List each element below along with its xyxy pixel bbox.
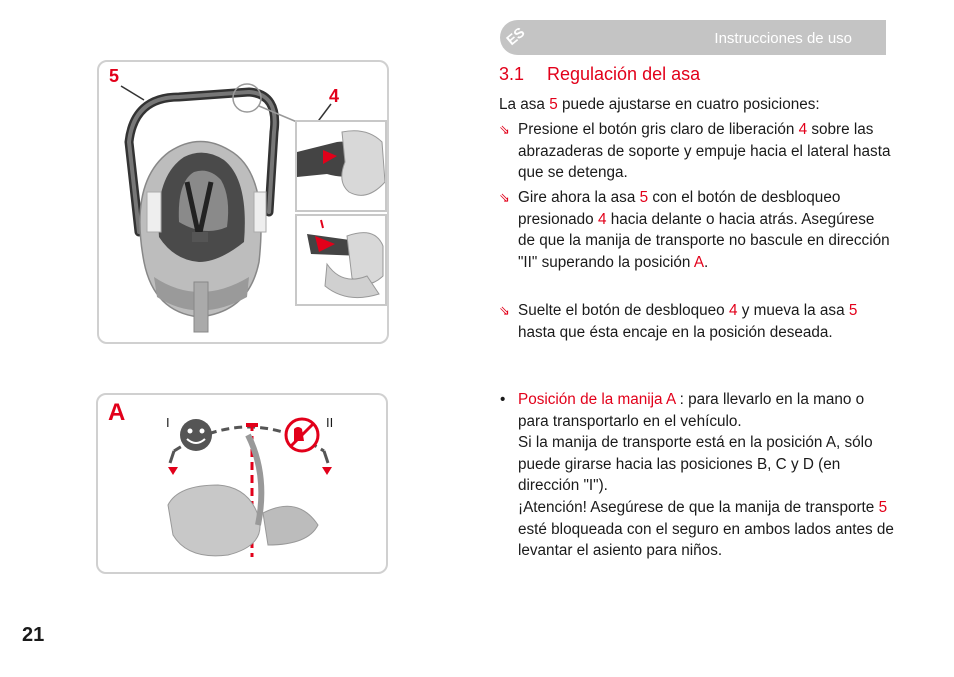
position-a-t3: Asegúrese de que la manija de transporte	[586, 498, 879, 516]
instruction-step-2	[499, 187, 894, 273]
step-3-t2: y mueva la asa	[737, 302, 849, 319]
label-direction-ii: II	[326, 415, 334, 430]
inset-rotate-handle	[295, 214, 387, 306]
step-3-text	[518, 300, 894, 343]
step-arrow-icon: ⇘	[499, 303, 510, 318]
label-button-4: 4	[329, 86, 340, 106]
step-2-n3: A	[693, 253, 705, 271]
step-2-text	[518, 187, 894, 273]
instruction-step-1	[499, 119, 894, 184]
instruction-step-3	[499, 300, 894, 343]
intro-post: puede ajustarse en cuatro posiciones:	[557, 96, 820, 113]
position-a-label: Posición de la manija A	[518, 391, 676, 408]
page-number: 21	[22, 624, 45, 646]
step-2-t1: Gire ahora la asa	[518, 189, 640, 206]
step-2-t2: con el botón de desbloqueo presionado	[518, 189, 841, 228]
step-3-n2: 5	[848, 302, 858, 319]
position-a-t4: esté bloqueada con el seguro en ambos lados antes de levantar el asiento para niños.	[518, 520, 894, 560]
intro-number: 5	[549, 96, 558, 113]
step-2-n2: 4	[597, 210, 607, 228]
step-3-t1: Suelte el botón de desbloqueo	[518, 302, 729, 319]
label-handle-5: 5	[109, 66, 120, 86]
figure-position-a	[96, 393, 388, 574]
position-a-n1: 5	[878, 498, 888, 516]
bullet-dot: •	[500, 391, 506, 408]
step-2-n1: 5	[639, 189, 649, 206]
header-title: Instrucciones de uso	[714, 30, 852, 47]
intro-text	[499, 94, 894, 116]
step-3-n1: 4	[728, 302, 738, 319]
position-a-t1: : para llevarlo en la mano o para transportarlo en el vehículo.	[518, 391, 865, 430]
position-a-text	[518, 389, 894, 562]
section-number: 3.1	[499, 64, 525, 84]
step-1-text	[518, 119, 894, 184]
inset-press-button	[295, 120, 387, 212]
position-a-illustration	[98, 395, 386, 572]
hand-press-illustration	[297, 122, 385, 210]
step-2-t3: hacia delante o hacia atrás. Asegúrese de que la manija de transporte no bascule en dirección "II" superando la posición	[518, 210, 890, 271]
hand-rotate-illustration	[297, 216, 385, 304]
label-direction-i: I	[166, 415, 170, 430]
language-code: ES	[503, 23, 528, 49]
page-header	[500, 20, 886, 55]
section-heading: Regulación del asa	[547, 64, 701, 84]
label-position-a: A	[108, 399, 126, 426]
warning-label: ¡Atención!	[518, 498, 587, 516]
step-3-t3: hasta que ésta encaje en la posición deseada.	[518, 323, 833, 341]
step-arrow-icon: ⇘	[499, 190, 510, 205]
position-a-note	[499, 389, 894, 562]
position-a-t2: Si la manija de transporte está en la posición A, sólo puede girarse hacia las posiciones B, C y D (en dirección "I").	[518, 434, 873, 495]
step-1-t2: sobre las abrazaderas de soporte y empuje hacia el lateral hasta que se detenga.	[518, 121, 891, 182]
step-1-t1: Presione el botón gris claro de liberación	[518, 121, 799, 138]
intro-pre: La asa	[499, 96, 550, 113]
step-arrow-icon: ⇘	[499, 122, 510, 137]
section-title	[499, 64, 700, 85]
step-1-n1: 4	[798, 121, 808, 138]
step-2-t4: .	[704, 253, 709, 271]
